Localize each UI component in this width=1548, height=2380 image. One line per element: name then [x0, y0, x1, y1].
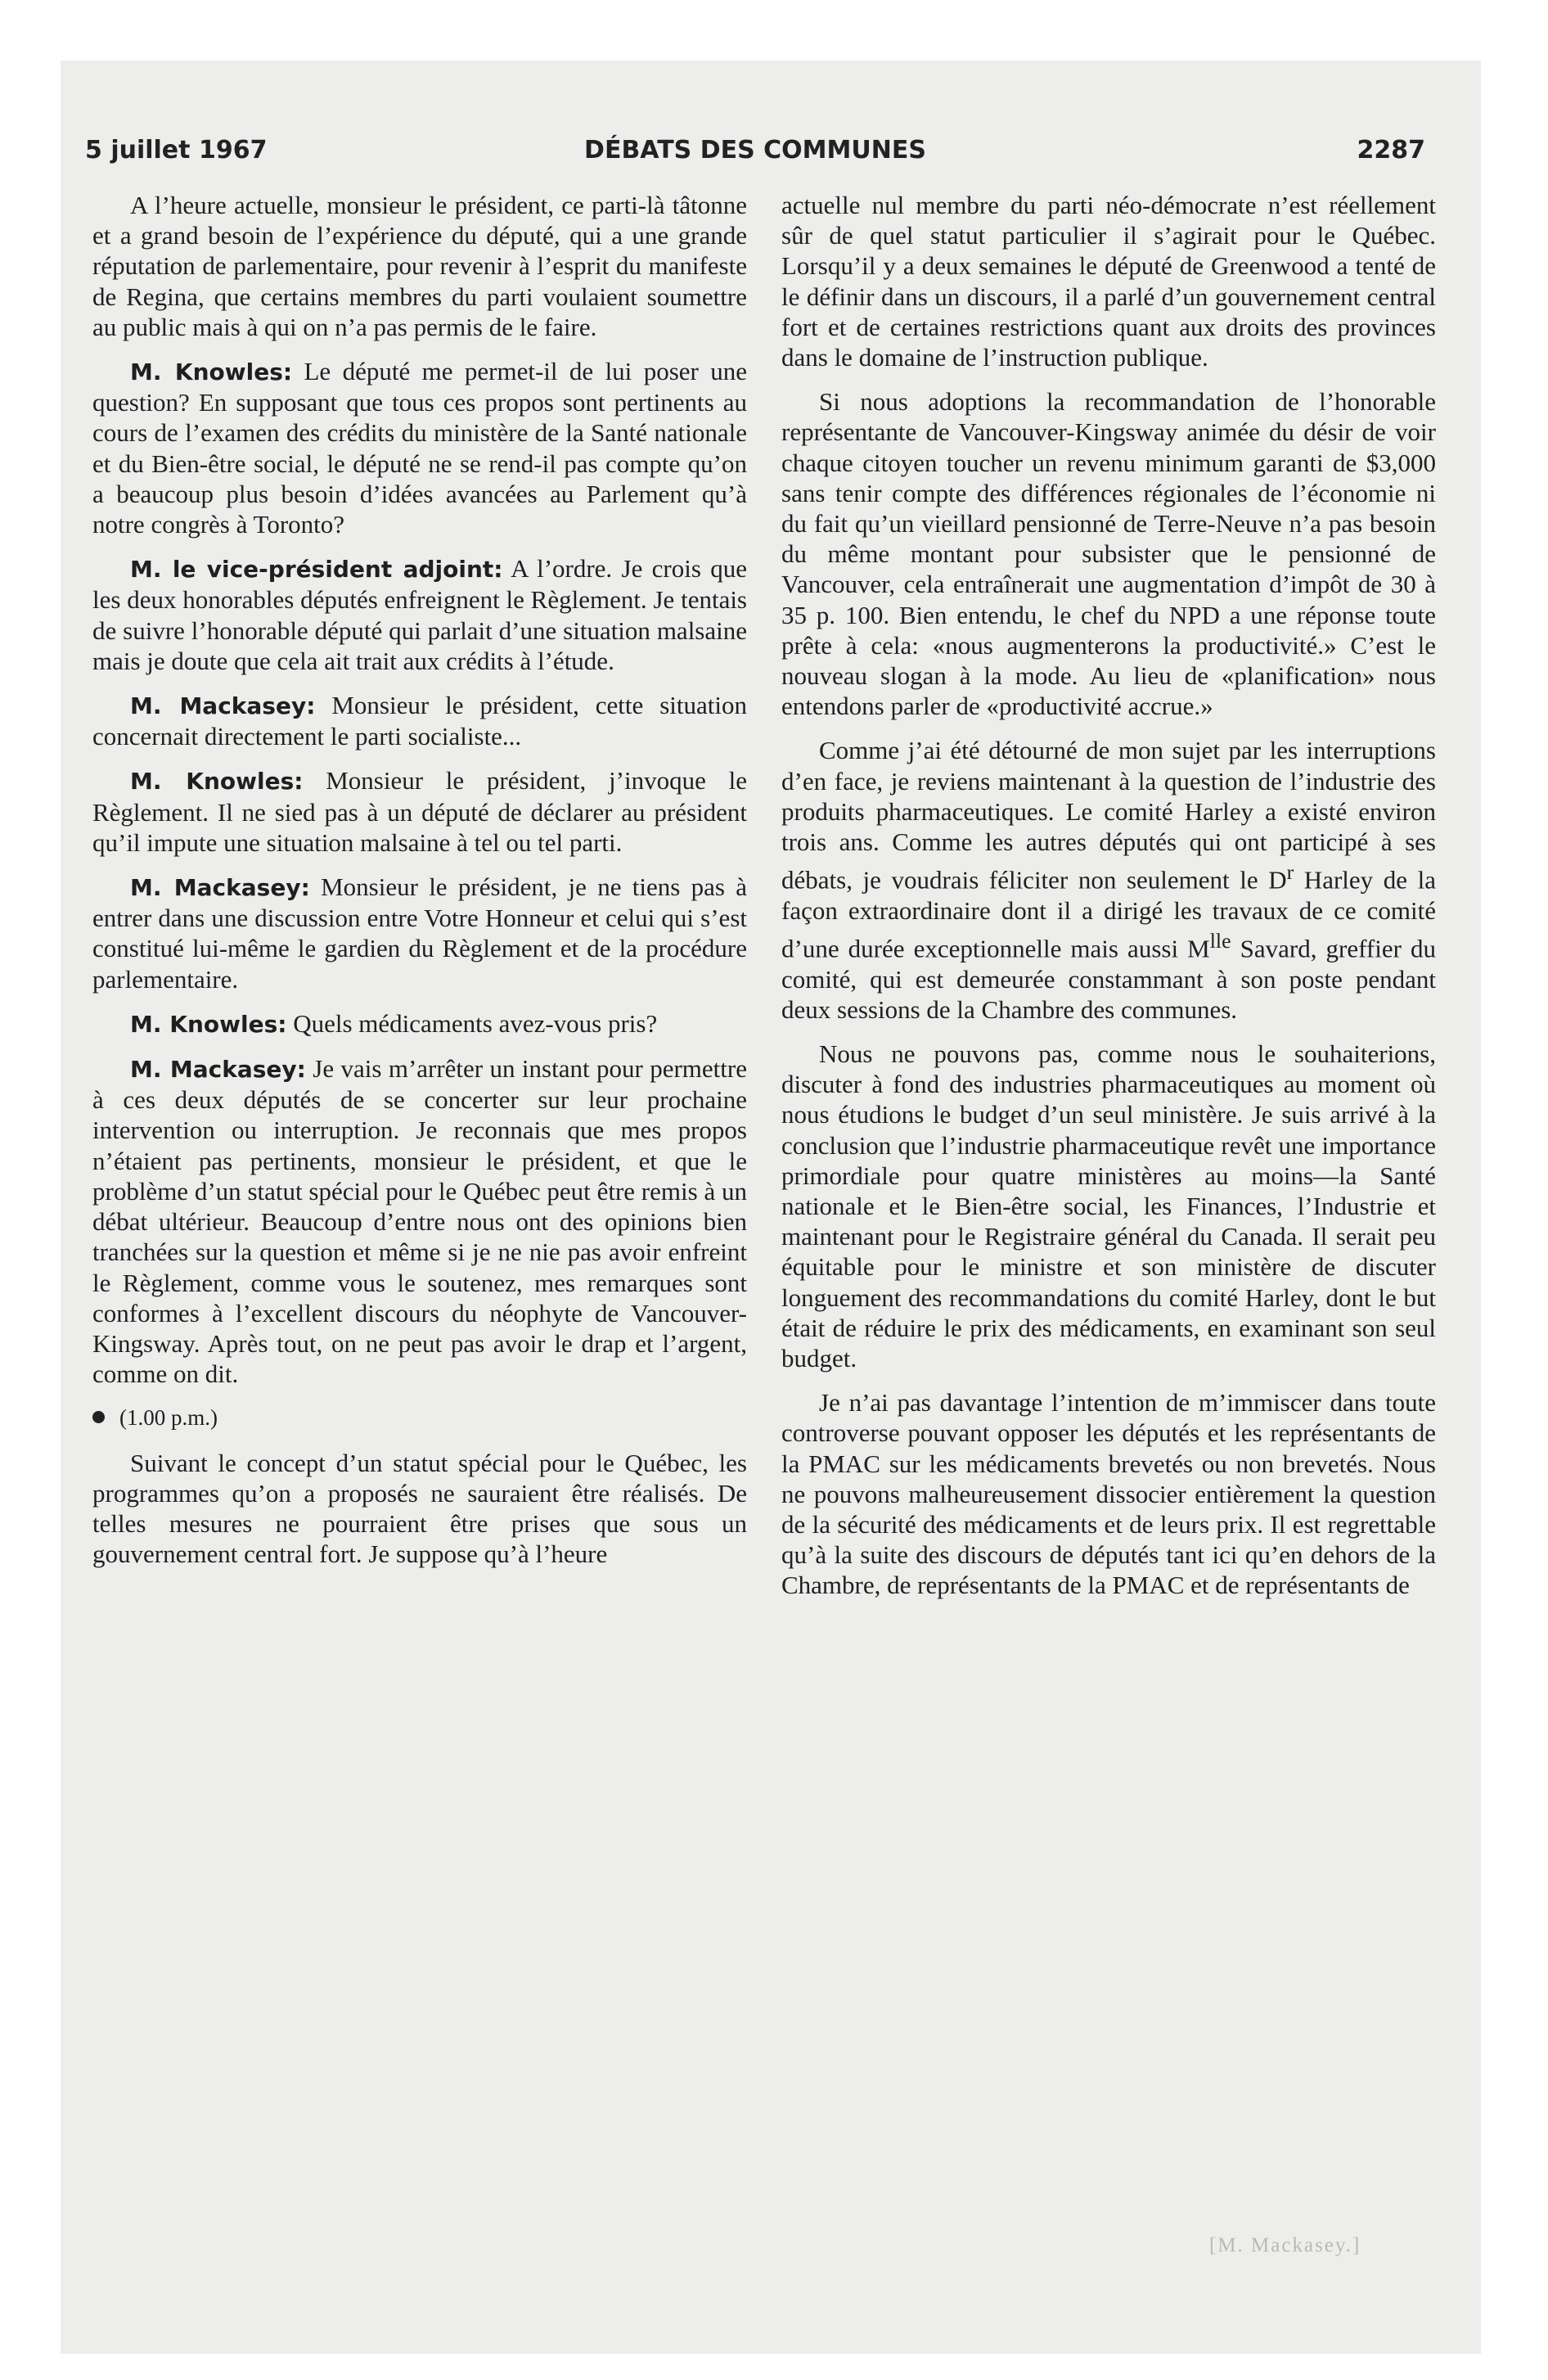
paragraph: M. Mackasey: Monsieur le président, je ne tiens pas à entrer dans une discussion entre Votre Honneur et celui qui s’est constitué lui-même le gardien du Règlement et de la procédure parlementaire.: [92, 872, 747, 994]
paragraph: Nous ne pouvons pas, comme nous le souhaiterions, discuter à fond des industries pharmaceutiques au moment où nous étudions le budget d’un seul ministère. Je suis arrivé à la conclusion que l’industrie pharmaceutique revêt une importance primordiale pour quatre ministères au moins—la Santé nationale et le Bien-être social, les Finances, l’Industrie et maintenant pour le Registraire général du Canada. Il serait peu équitable pour le ministre et son ministère de discuter longuement des recommandations du comité Harley, dont le but était de réduire le prix des médicaments, en examinant son seul budget.: [781, 1039, 1436, 1373]
speaker-name: M. Mackasey:: [130, 1056, 306, 1084]
paragraph: M. Knowles: Quels médicaments avez-vous pris?: [130, 1008, 658, 1038]
speaker-name: M. le vice-président adjoint:: [130, 556, 503, 584]
paragraph: M. Mackasey: Je vais m’arrêter un instant pour permettre à ces deux députés de se concerter sur leur prochaine intervention ou interruption. Je reconnais que mes propos n’étaient pas pertinents, monsieur le président, et que le problème d’un statut spécial pour le Québec peut être remis à un débat ultérieur. Beaucoup d’entre nous ont des opinions bien tranchées sur la question et même si je ne nie pas avoir enfreint le Règlement, comme vous le soutenez, mes remarques sont conformes à l’excellent discours du néophyte de Vancouver-Kingsway. Après tout, on ne peut pas avoir le drap et l’argent, comme on dit.: [92, 1054, 747, 1389]
bullet-icon: [92, 1411, 105, 1423]
speaker-name: M. Mackasey:: [130, 692, 316, 720]
paragraph: Si nous adoptions la recommandation de l’honorable représentante de Vancouver-Kingsway animée du désir de voir chaque citoyen toucher un revenu minimum garanti de $3,000 sans tenir compte des différences régionales de l’économie ni du fait qu’un vieillard pensionné de Terre-Neuve n’a pas besoin du même montant pour subsister que le pensionné de Vancouver, cela entraînerait une augmentation d’impôt de 30 à 35 p. 100. Bien entendu, le chef du NPD a une réponse toute prête à cela: «nous augmenterons la productivité.» C’est le nouveau slogan à la mode. Au lieu de «planification» nous entendons parler de «productivité accrue.»: [781, 387, 1436, 721]
paragraph: actuelle nul membre du parti néo-démocrate n’est réellement sûr de quel statut particulier il s’agirait pour le Québec. Lorsqu’il y a deux semaines le député de Greenwood a tenté de le définir dans un discours, il a parlé d’un gouvernement central fort et de certaines restrictions quant aux droits des provinces dans le domaine de l’instruction publique.: [781, 191, 1436, 372]
paragraph: Je n’ai pas davantage l’intention de m’immiscer dans toute controverse pouvant opposer les députés et les représentants de la PMAC sur les médicaments brevetés ou non brevetés. Nous ne pouvons malheureusement dissocier entièrement la question de la sécurité des médicaments et de leurs prix. Il est regrettable qu’à la suite des discours de députés tant ici qu’en dehors de la Chambre, de représentants de la PMAC et de représentants de: [781, 1388, 1436, 1600]
speaker-name: M. Mackasey:: [130, 874, 310, 902]
time-marker: (1.00 p.m.): [92, 1403, 747, 1433]
right-column: [781, 190, 1436, 1615]
paragraph: Comme j’ai été détourné de mon sujet par les interruptions d’en face, je reviens maintenant à la question de l’industrie des produits pharmaceutiques. Le comité Harley a existé environ trois ans. Comme les autres députés qui ont participé à ses débats, je voudrais féliciter non seulement le $D^r$ Harley de la façon extraordinaire dont il a dirigé les travaux de ce comité d’une durée exceptionnelle mais aussi $M^{lle}$ Savard, greffier du comité, qui est demeurée constammant à son poste pendant deux sessions de la Chambre des communes.: [781, 736, 1436, 1024]
paragraph: M. Knowles: Le député me permet-il de lui poser une question? En supposant que tous ces propos sont pertinents au cours de l’examen des crédits du ministère de la Santé nationale et du Bien-être social, le député ne se rend-il pas compte qu’on a beaucoup plus besoin d’idées avancées au Parlement qu’à notre congrès à Toronto?: [92, 357, 747, 539]
speaker-name: M. Knowles:: [130, 768, 304, 796]
header-title: DÉBATS DES COMMUNES: [584, 136, 926, 165]
paragraph: A l’heure actuelle, monsieur le président, ce parti-là tâtonne et a grand besoin de l’expérience du député, qui a une grande réputation de parlementaire, pour revenir à l’esprit du manifeste de Regina, que certains membres du parti voulaient soumettre au public mais à qui on n’a pas permis de le faire.: [92, 191, 747, 341]
paragraph: M. Knowles: Monsieur le président, j’invoque le Règlement. Il ne sied pas à un député de déclarer au président qu’il impute une situation malsaine à tel ou tel parti.: [92, 766, 747, 857]
footer-note: [M. Mackasey.]: [1209, 2234, 1361, 2256]
left-column: [92, 190, 747, 1583]
paragraph: Suivant le concept d’un statut spécial pour le Québec, les programmes qu’on a proposés ne sauraient être réalisés. De telles mesures ne pourraient être prises que sous un gouvernement central fort. Je suppose qu’à l’heure: [92, 1448, 747, 1569]
paragraph: M. Mackasey: Monsieur le président, cette situation concernait directement le parti socialiste...: [92, 691, 747, 751]
speaker-name: M. Knowles:: [130, 1010, 287, 1038]
header-date: 5 juillet 1967: [85, 136, 268, 165]
page-header: [85, 136, 1425, 172]
paragraph: M. le vice-président adjoint: A l’ordre. Je crois que les deux honorables députés enfreignent le Règlement. Je tentais de suivre l’honorable député qui parlait d’une situation malsaine mais je doute que cela ait trait aux crédits à l’étude.: [92, 554, 747, 675]
speaker-name: M. Knowles:: [130, 358, 293, 386]
header-page-number: 2287: [1357, 136, 1425, 165]
